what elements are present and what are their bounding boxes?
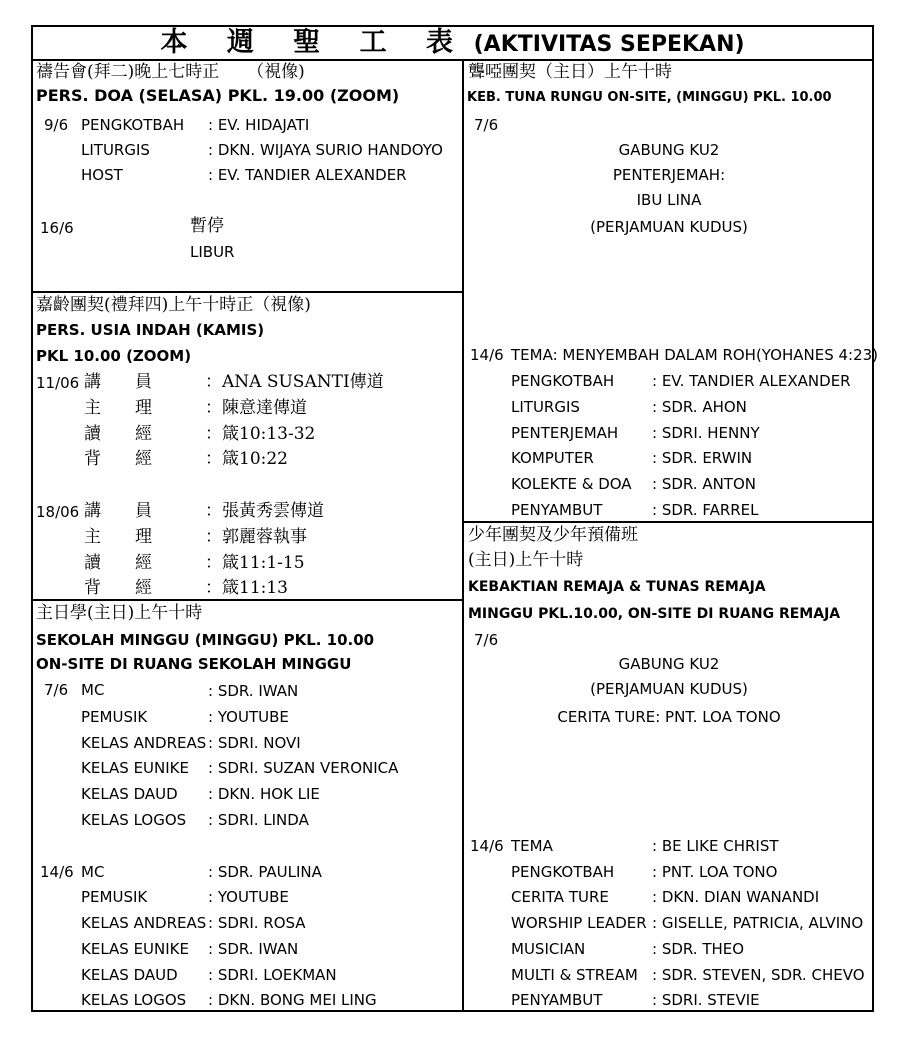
deaf-role: PENYAMBUT [511,501,603,519]
page-title [33,26,872,59]
youth-role: MULTI & STREAM [511,966,638,984]
sunday-school-name: : DKN. BONG MEI LING [208,991,377,1009]
title-divider [31,59,874,61]
youth-name: : DKN. DIAN WANANDI [652,888,820,906]
prayer-suspend-id: LIBUR [190,243,235,261]
sunday-school-role: KELAS ANDREAS [81,734,207,752]
elderly-heading-id: PERS. USIA INDAH (KAMIS) [36,321,265,339]
elderly-role: 主 理 [84,527,152,547]
sunday-school-name: : YOUTUBE [208,708,289,726]
sunday-school-heading-place: ON-SITE DI RUANG SEKOLAH MINGGU [36,655,352,673]
deaf-name: : SDR. AHON [652,398,747,416]
prayer-role: PENGKOTBAH [81,116,185,134]
elderly-role: 講 員 [84,372,152,392]
elderly-heading-cn: 嘉齡團契(禮拜四)上午十時正（視像) [36,295,311,315]
right-divider-1 [462,521,874,523]
sunday-school-role: KELAS DAUD [81,785,178,803]
elderly-role: 背 經 [84,449,152,469]
youth-date-2: 14/6 [470,837,504,855]
youth-heading-id: KEBAKTIAN REMAJA & TUNAS REMAJA [468,579,766,595]
left-divider-2 [31,599,463,601]
prayer-role: HOST [81,166,123,184]
sunday-school-name: : SDRI. ROSA [208,914,306,932]
sunday-school-role: MC [81,863,105,881]
elderly-heading-time: PKL 10.00 (ZOOM) [36,347,192,365]
deaf-line: IBU LINA [636,191,702,209]
youth-name: : SDR. STEVEN, SDR. CHEVO [652,966,865,984]
sunday-school-name: : SDRI. NOVI [208,734,301,752]
sunday-school-name: : SDRI. LINDA [208,811,309,829]
deaf-role: PENGKOTBAH [511,372,615,390]
prayer-date-2: 16/6 [40,219,74,237]
sunday-school-role: KELAS EUNIKE [81,940,189,958]
deaf-theme: TEMA: MENYEMBAH DALAM ROH(YOHANES 4:23) [511,346,879,364]
sunday-school-name: : SDRI. SUZAN VERONICA [208,759,399,777]
sunday-school-date-1: 7/6 [44,681,69,699]
deaf-heading-id: KEB. TUNA RUNGU ON-SITE, (MINGGU) PKL. 10.00 [467,90,832,105]
youth-name: : SDR. THEO [652,940,745,958]
left-divider-1 [31,291,463,293]
youth-date-1: 7/6 [474,631,499,649]
title-chinese: 本 週 聖 工 表 [160,27,469,58]
deaf-line: GABUNG KU2 [618,141,720,159]
elderly-role: 讀 經 [84,424,152,444]
youth-heading-cn-time: (主日)上午十時 [468,550,584,570]
youth-role: WORSHIP LEADER [511,914,647,932]
deaf-date-2: 14/6 [470,346,504,364]
deaf-name: : SDR. FARREL [652,501,759,519]
youth-name: : PNT. LOA TONO [652,863,778,881]
elderly-name: ：陳意達傳道 [205,398,307,418]
youth-heading-cn: 少年團契及少年預備班 [468,525,638,545]
sunday-school-name: : SDR. IWAN [208,940,299,958]
youth-role: MUSICIAN [511,940,586,958]
sunday-school-heading-cn: 主日學(主日)上午十時 [36,603,203,623]
prayer-heading-cn: 禱告會(拜二)晚上七時正 （視像) [36,62,305,82]
deaf-role: KOMPUTER [511,449,594,467]
prayer-date-1: 9/6 [44,116,69,134]
elderly-name: ：郭麗蓉執事 [205,527,307,547]
sunday-school-name: : SDR. PAULINA [208,863,322,881]
elderly-role: 讀 經 [84,553,152,573]
deaf-date-1: 7/6 [474,116,499,134]
youth-line: GABUNG KU2 [618,655,720,673]
sunday-school-role: MC [81,681,105,699]
sunday-school-role: KELAS ANDREAS [81,914,207,932]
youth-line: CERITA TURE: PNT. LOA TONO [557,708,781,726]
youth-name: : SDRI. STEVIE [652,991,760,1009]
sunday-school-role: KELAS DAUD [81,966,178,984]
sunday-school-role: PEMUSIK [81,708,148,726]
elderly-date-2: 18/06 [36,503,80,521]
elderly-name: ：箴10:22 [205,449,288,469]
prayer-suspend-cn: 暫停 [190,216,224,236]
sunday-school-role: KELAS LOGOS [81,991,187,1009]
elderly-role: 講 員 [84,501,152,521]
sunday-school-date-2: 14/6 [40,863,74,881]
elderly-date-1: 11/06 [36,374,80,392]
title-latin: (AKTIVITAS SEPEKAN) [473,32,745,57]
deaf-name: : SDR. ANTON [652,475,756,493]
deaf-line: PENTERJEMAH: [612,166,726,184]
deaf-name: : SDRI. HENNY [652,424,760,442]
elderly-name: ：ANA SUSANTI傳道 [205,372,384,392]
youth-heading-place: MINGGU PKL.10.00, ON-SITE DI RUANG REMAJA [468,606,841,622]
sunday-school-name: : SDR. IWAN [208,682,299,700]
elderly-name: ：箴10:13-32 [205,424,316,444]
deaf-role: PENTERJEMAH [511,424,619,442]
deaf-role: LITURGIS [511,398,580,416]
deaf-name: : SDR. ERWIN [652,449,753,467]
prayer-name: : EV. TANDIER ALEXANDER [208,166,407,184]
elderly-name: ：箴11:13 [205,578,288,598]
elderly-name: ：箴11:1-15 [205,553,305,573]
deaf-heading-cn: 聾啞團契（主日）上午十時 [468,62,672,82]
youth-role: PENGKOTBAH [511,863,615,881]
elderly-role: 背 經 [84,578,152,598]
youth-role: PENYAMBUT [511,991,603,1009]
sunday-school-name: : DKN. HOK LIE [208,785,320,803]
youth-name: : BE LIKE CHRIST [652,837,779,855]
youth-name: : GISELLE, PATRICIA, ALVINO [652,914,864,932]
prayer-name: : EV. HIDAJATI [208,116,310,134]
prayer-name: : DKN. WIJAYA SURIO HANDOYO [208,141,443,159]
deaf-role: KOLEKTE & DOA [511,475,632,493]
sunday-school-role: KELAS LOGOS [81,811,187,829]
deaf-name: : EV. TANDIER ALEXANDER [652,372,851,390]
youth-line: (PERJAMUAN KUDUS) [590,680,748,698]
youth-role: CERITA TURE [511,888,609,906]
sunday-school-name: : SDRI. LOEKMAN [208,966,337,984]
elderly-role: 主 理 [84,398,152,418]
prayer-role: LITURGIS [81,141,150,159]
youth-role: TEMA [511,837,553,855]
prayer-heading-id: PERS. DOA (SELASA) PKL. 19.00 (ZOOM) [36,86,400,105]
sunday-school-role: PEMUSIK [81,888,148,906]
deaf-line: (PERJAMUAN KUDUS) [590,218,748,236]
elderly-name: ：張黃秀雲傳道 [205,501,324,521]
sunday-school-name: : YOUTUBE [208,888,289,906]
sunday-school-heading-id: SEKOLAH MINGGU (MINGGU) PKL. 10.00 [36,631,375,649]
sunday-school-role: KELAS EUNIKE [81,759,189,777]
